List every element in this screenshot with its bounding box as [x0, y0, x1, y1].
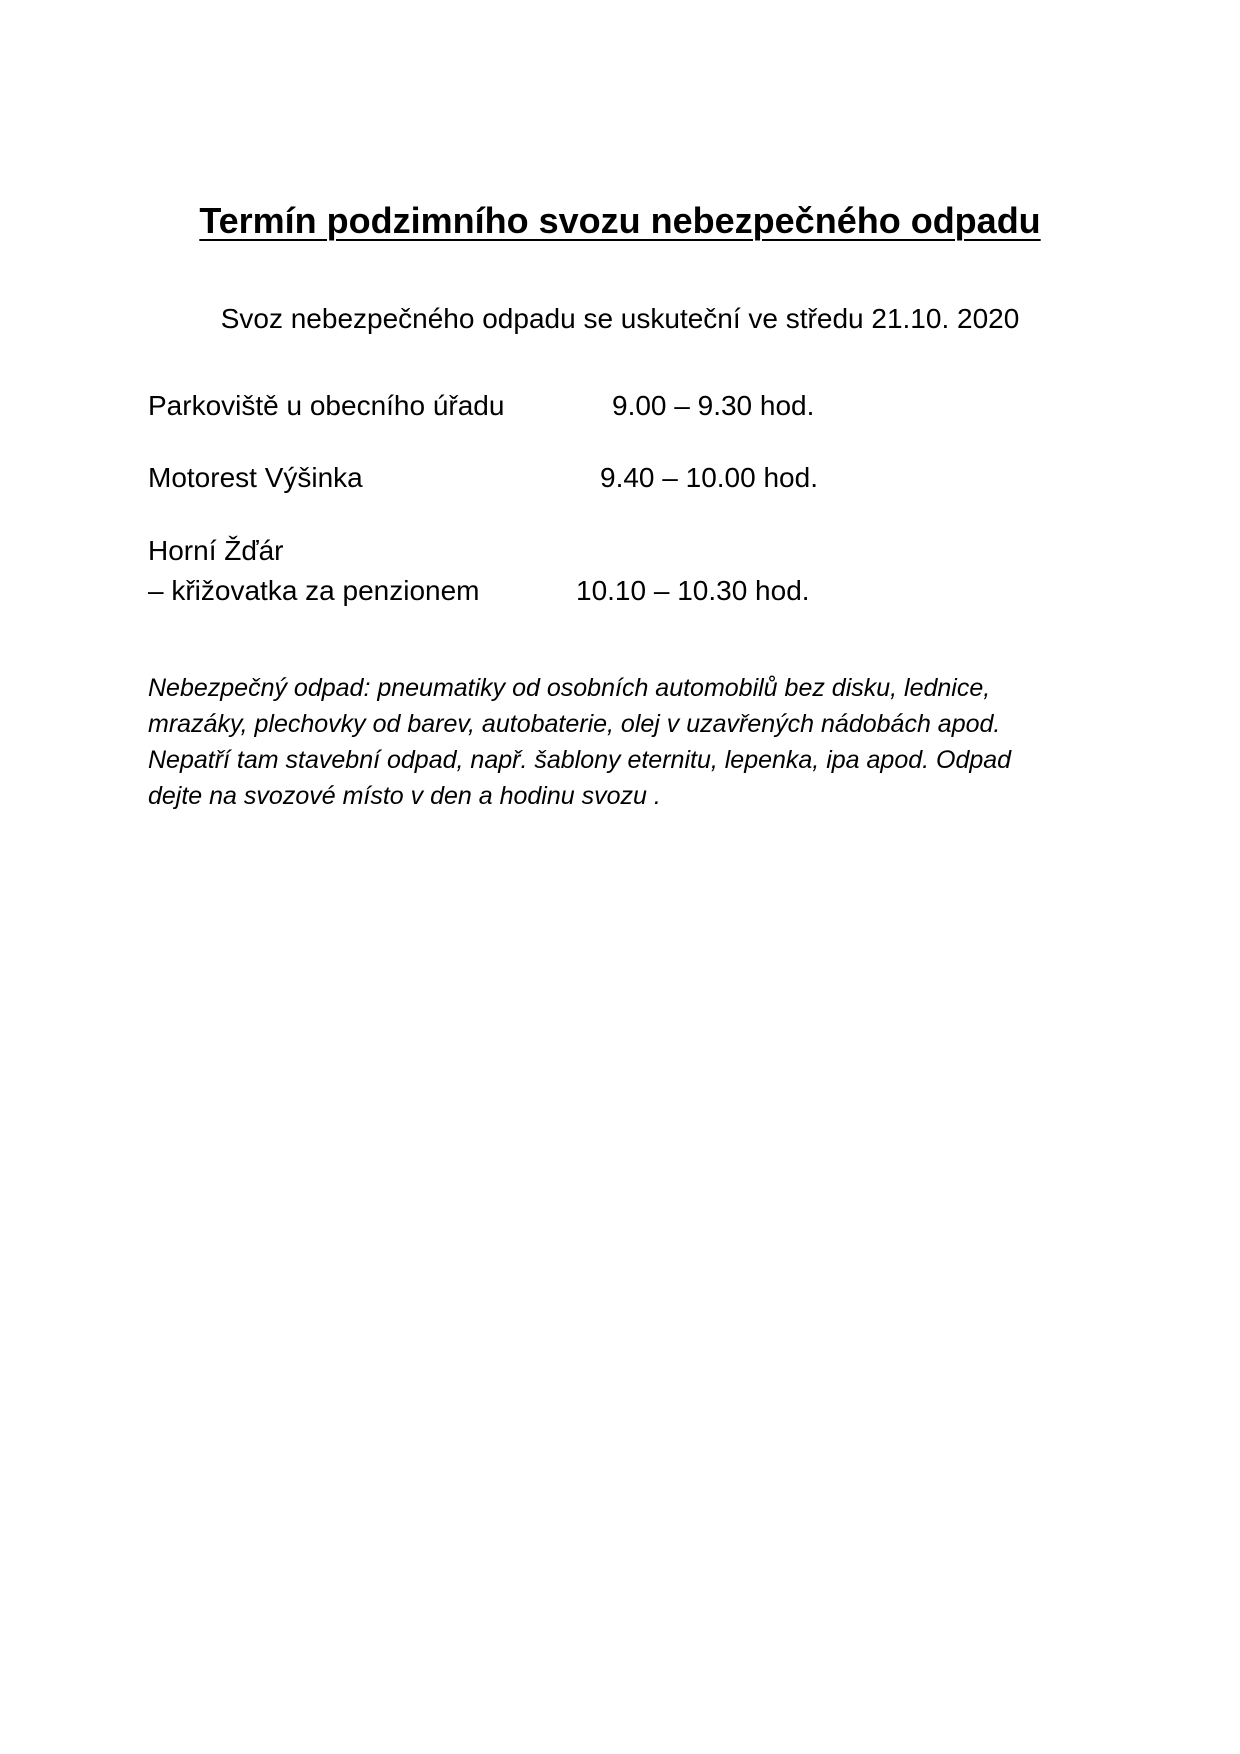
note-line: Nebezpečný odpad: pneumatiky od osobních automobilů bez disku, lednice,: [148, 674, 991, 702]
schedule-place: Parkoviště u obecního úřadu: [148, 390, 505, 421]
schedule-place: Motorest Výšinka: [148, 462, 363, 493]
collection-date-text: Svoz nebezpečného odpadu se uskuteční ve středu 21.10. 2020: [220, 303, 1020, 334]
schedule-place: Horní Žďár: [148, 535, 284, 566]
hazardous-waste-note: [148, 670, 1088, 814]
page-title: Termín podzimního svozu nebezpečného odpadu: [199, 200, 1041, 241]
schedule-time: 9.00 – 9.30 hod.: [612, 390, 815, 421]
note-line: mrazáky, plechovky od barev, autobaterie, olej v uzavřených nádobách apod.: [148, 710, 1001, 738]
schedule-place-detail: – křižovatka za penzionem: [148, 575, 480, 606]
schedule-time: 10.10 – 10.30 hod.: [576, 575, 810, 606]
note-line: Nepatří tam stavební odpad, např. šablony eternitu, lepenka, ipa apod. Odpad: [148, 746, 1012, 774]
note-line: dejte na svozové místo v den a hodinu svozu .: [148, 782, 661, 810]
schedule-time: 9.40 – 10.00 hod.: [600, 462, 818, 493]
